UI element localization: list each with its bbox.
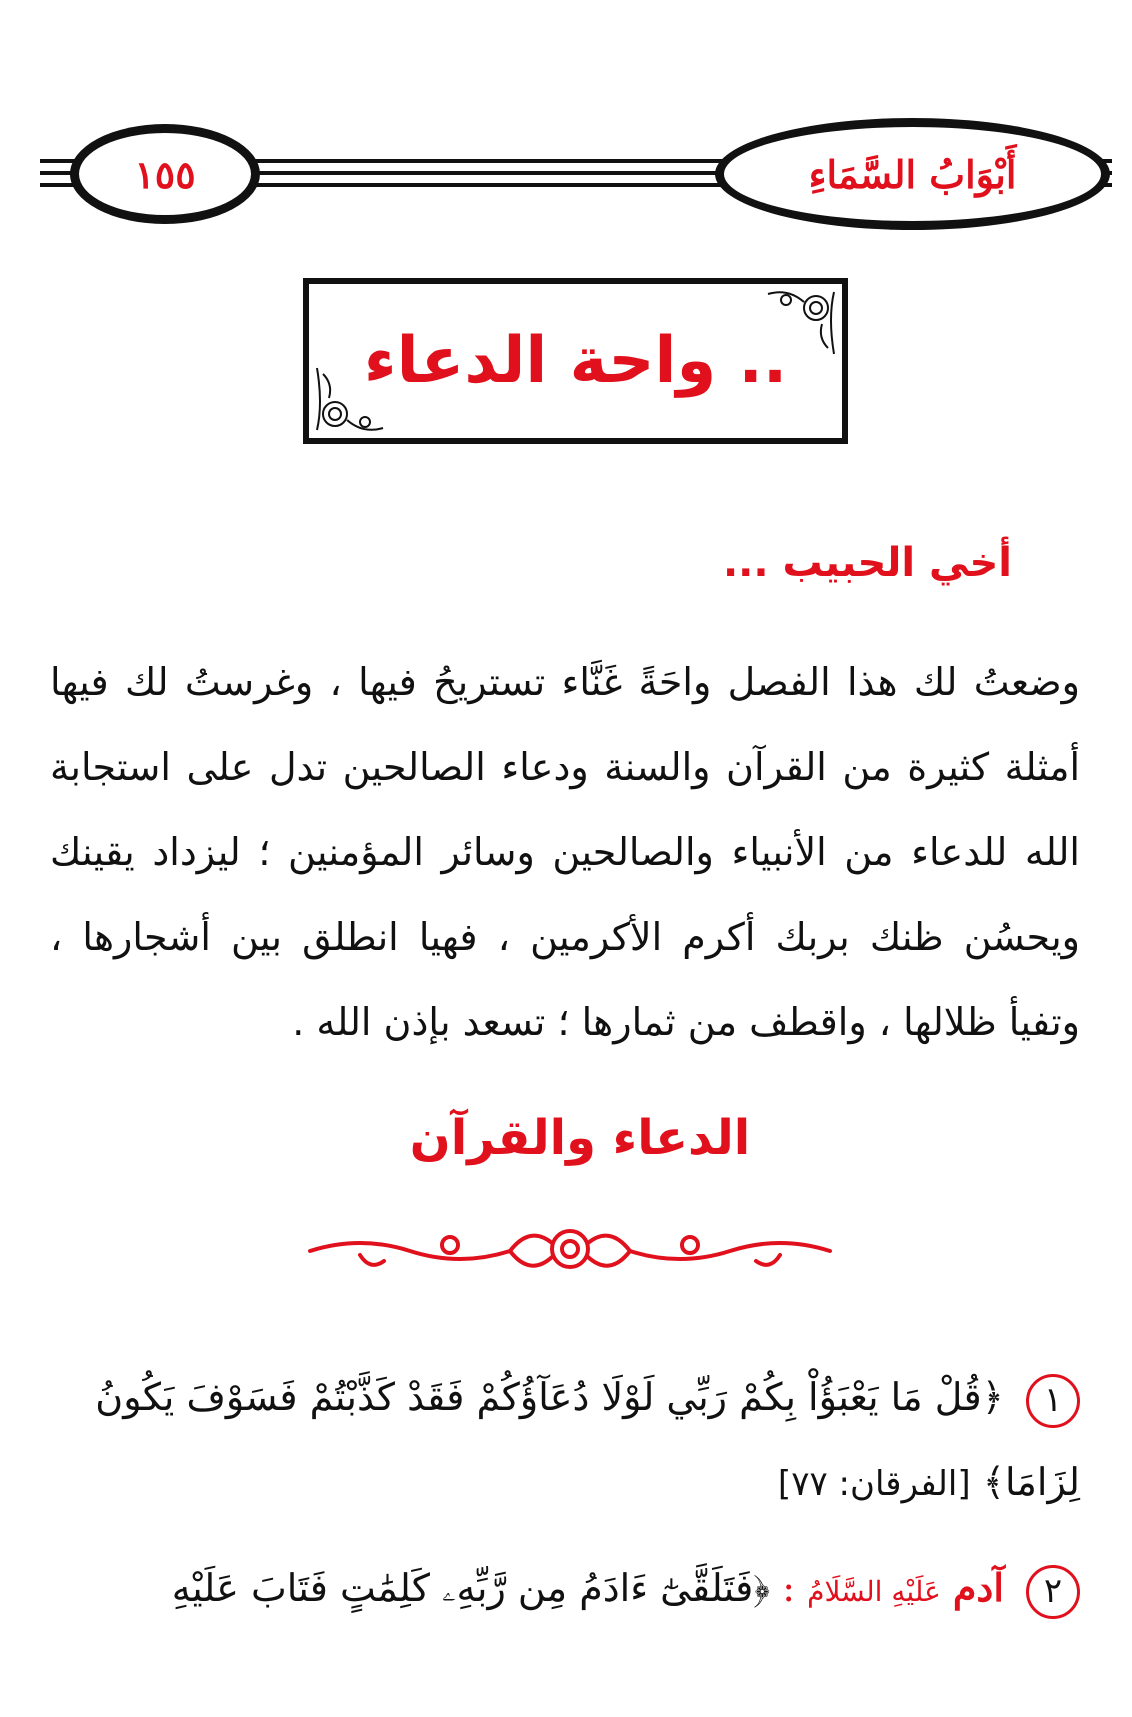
greeting-heading: أخي الحبيب ... bbox=[722, 540, 1012, 586]
book-title: أَبْوَابُ السَّمَاءِ bbox=[808, 151, 1017, 197]
page-header bbox=[40, 118, 1112, 230]
decorative-divider-icon bbox=[300, 1215, 840, 1285]
section-heading: الدعاء والقرآن bbox=[409, 1110, 751, 1166]
quran-verse: ﴿فَتَلَقَّىٰٓ ءَادَمُ مِن رَّبِّهِۦ كَلِمَٰتٍ فَتَابَ عَلَيْهِ bbox=[171, 1566, 771, 1610]
corner-flourish-icon bbox=[758, 288, 838, 358]
separator: : bbox=[782, 1566, 796, 1610]
book-title-oval bbox=[715, 118, 1110, 230]
verse-item bbox=[50, 1355, 1080, 1527]
item-number: ١ bbox=[1026, 1374, 1080, 1428]
prophet-name: آدم bbox=[952, 1565, 1004, 1610]
chapter-title: واحة الدعاء .. bbox=[363, 324, 788, 398]
verse-item bbox=[50, 1545, 1080, 1634]
verse-reference: [الفرقان: ٧٧] bbox=[777, 1464, 971, 1504]
honorific: عَلَيْهِ السَّلَامُ bbox=[807, 1575, 941, 1608]
chapter-banner bbox=[303, 278, 848, 444]
item-number: ٢ bbox=[1026, 1565, 1080, 1619]
page-number-oval bbox=[70, 124, 260, 224]
corner-flourish-icon bbox=[313, 364, 393, 434]
page-number: ١٥٥ bbox=[134, 151, 196, 197]
quran-verse: ﴿قُلْ مَا يَعْبَؤُاْ بِكُمْ رَبِّي لَوْلَا دُعَآؤُكُمْ فَقَدْ كَذَّبْتُمْ فَسَوْفَ يَكُونُ لِزَامَا﴾ bbox=[95, 1375, 1080, 1504]
intro-paragraph: وضعتُ لك هذا الفصل واحَةً غَنَّاء تستريحُ فيها ، وغرستُ لك فيها أمثلة كثيرة من القرآن والسنة ودعاء الصالحين تدل على استجابة الله للدعاء من الأنبياء والصالحين وسائر المؤمنين ؛ ليزداد يقينك ويحسُن ظنك بربك أكرم الأكرمين ، فهيا انطلق بين أشجارها ، وتفيأ ظلالها ، واقطف من ثمارها ؛ تسعد بإذن الله . bbox=[50, 660, 1080, 1044]
